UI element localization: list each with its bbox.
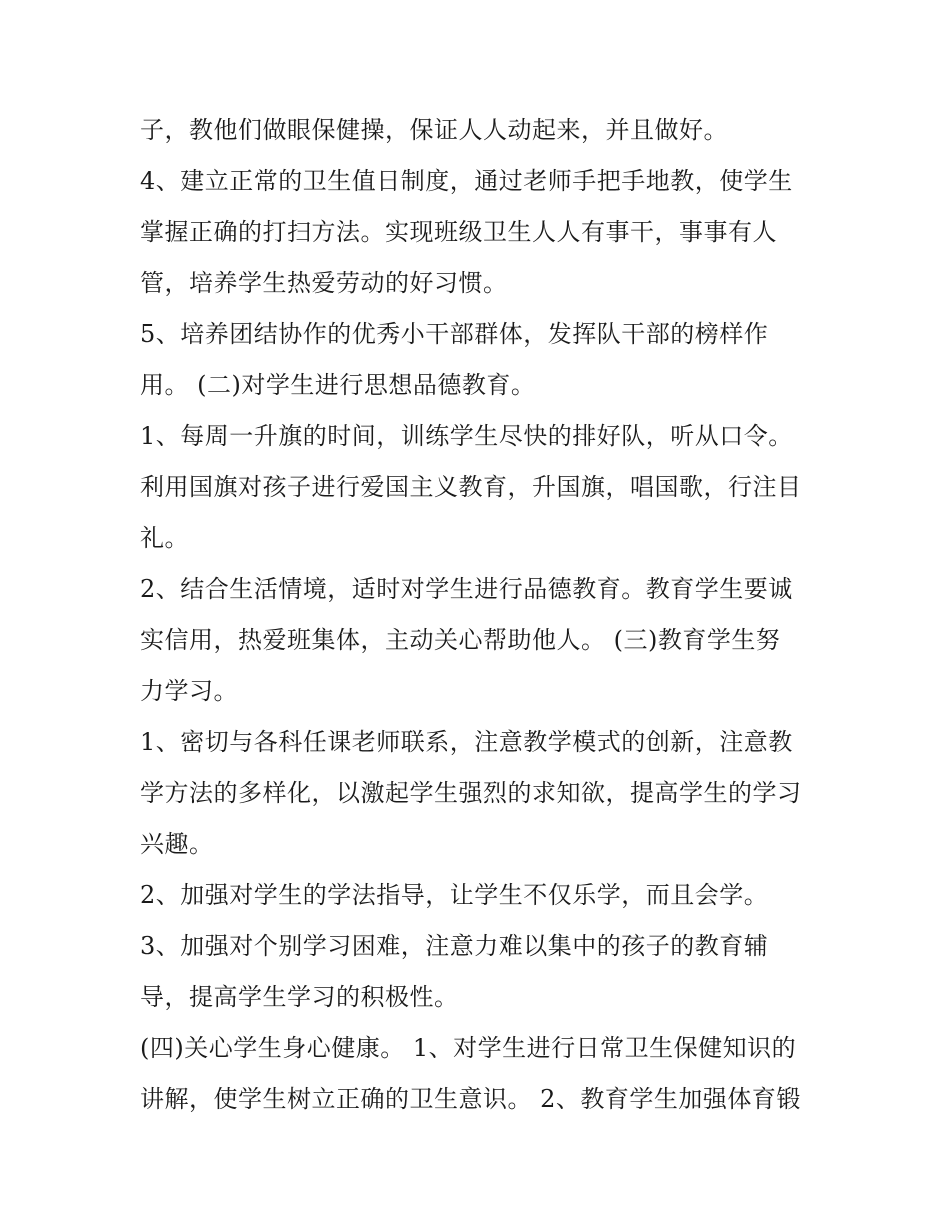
text-line: 礼。	[140, 524, 189, 552]
text-line: 3、加强对个别学习困难，注意力难以集中的孩子的教育辅	[140, 932, 769, 960]
text-line: 兴趣。	[140, 830, 214, 858]
text-line: 用。 (二)对学生进行思想品德教育。	[140, 371, 536, 399]
text-line: 实信用，热爱班集体，主动关心帮助他人。 (三)教育学生努	[140, 626, 781, 654]
text-line: 讲解，使学生树立正确的卫生意识。 2、教育学生加强体育锻	[140, 1085, 801, 1113]
text-line: 导，提高学生学习的积极性。	[140, 983, 459, 1011]
text-line: 学方法的多样化，以激起学生强烈的求知欲，提高学生的学习	[140, 779, 802, 807]
text-line: 2、加强对学生的学法指导，让学生不仅乐学，而且会学。	[140, 881, 769, 909]
text-line: 5、培养团结协作的优秀小干部群体，发挥队干部的榜样作	[140, 320, 769, 348]
text-line: 2、结合生活情境，适时对学生进行品德教育。教育学生要诚	[140, 575, 793, 603]
text-line: (四)关心学生身心健康。 1、对学生进行日常卫生保健知识的	[140, 1034, 797, 1062]
text-line: 子，教他们做眼保健操，保证人人动起来，并且做好。	[140, 116, 728, 144]
text-line: 4、建立正常的卫生值日制度，通过老师手把手地教，使学生	[140, 167, 793, 195]
text-line: 力学习。	[140, 677, 238, 705]
text-line: 掌握正确的打扫方法。实现班级卫生人人有事干，事事有人	[140, 218, 777, 246]
text-line: 利用国旗对孩子进行爱国主义教育，升国旗，唱国歌，行注目	[140, 473, 802, 501]
text-line: 管，培养学生热爱劳动的好习惯。	[140, 269, 508, 297]
text-line: 1、密切与各科任课老师联系，注意教学模式的创新，注意教	[140, 728, 793, 756]
text-line: 1、每周一升旗的时间，训练学生尽快的排好队，听从口令。	[140, 422, 793, 450]
